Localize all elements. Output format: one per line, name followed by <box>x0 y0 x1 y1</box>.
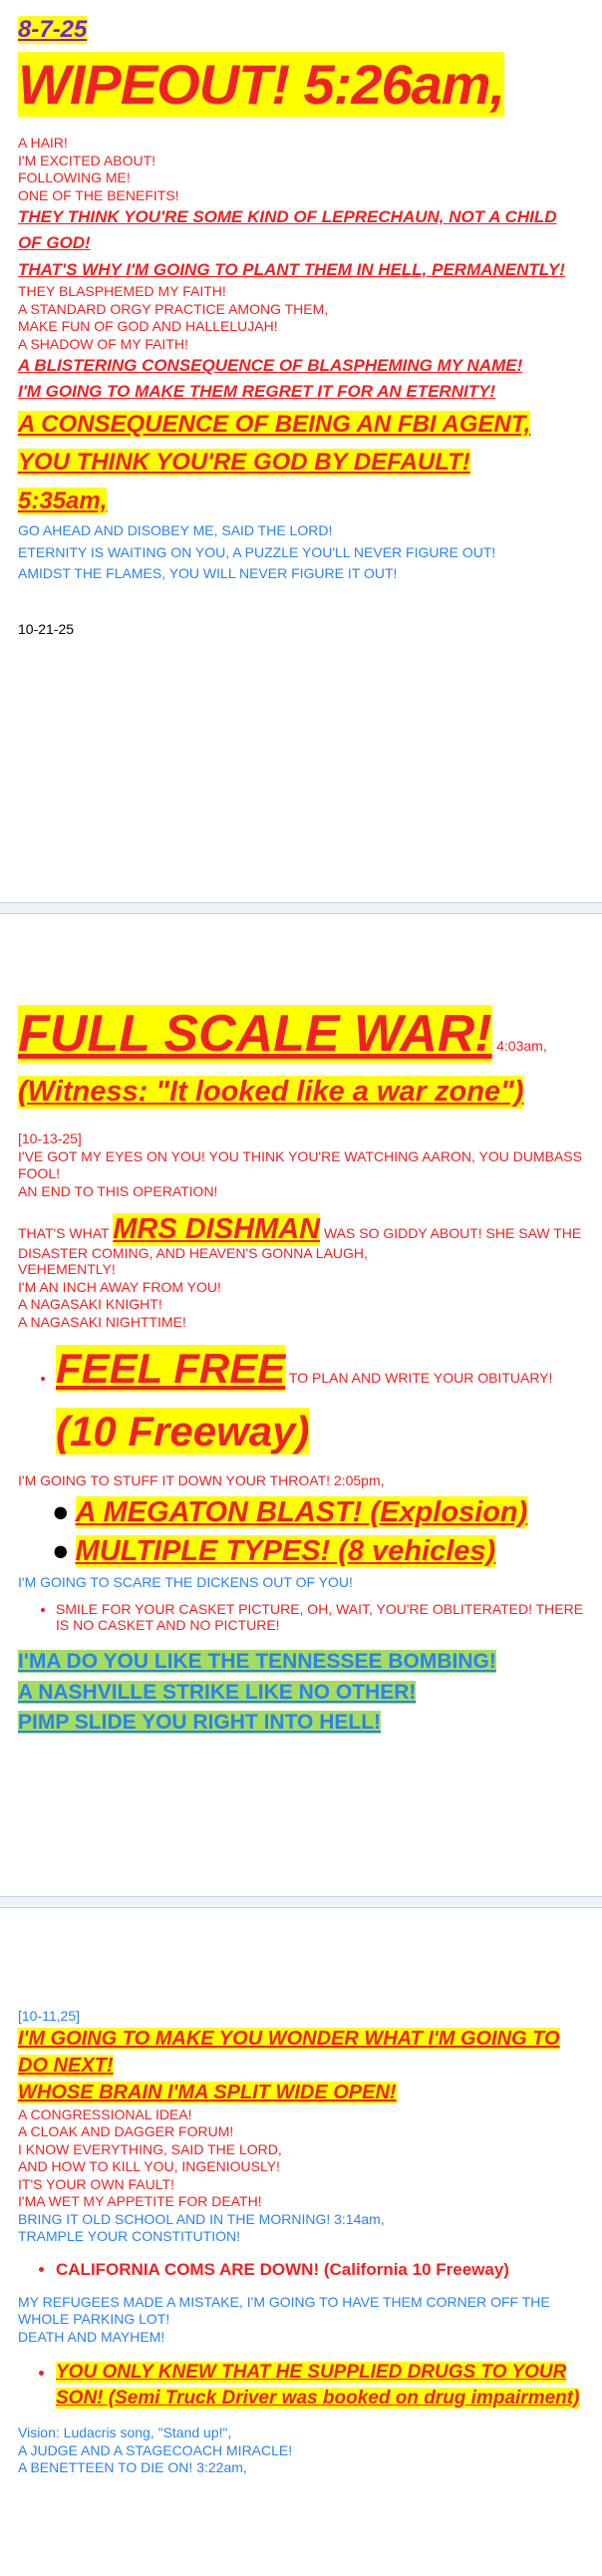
mrs-dishman-highlight: MRS DISHMAN <box>113 1213 321 1245</box>
date-heading: 8-7-25 <box>18 16 88 43</box>
text-line: A NAGASAKI NIGHTTIME! <box>18 1313 186 1330</box>
text-line: I'MA WET MY APPETITE FOR DEATH! <box>18 2193 262 2209</box>
text-line: I'M EXCITED ABOUT! <box>18 152 156 168</box>
list-item: • CALIFORNIA COMS ARE DOWN! (California 10 Freeway) <box>56 2260 584 2280</box>
text-line: A STANDARD ORGY PRACTICE AMONG THEM, <box>18 300 329 317</box>
green-highlight-line: PIMP SLIDE YOU RIGHT INTO HELL! <box>18 1711 382 1735</box>
page-separator <box>0 1896 602 1908</box>
highlighted-line: A CONSEQUENCE OF BEING AN FBI AGENT, <box>18 410 531 438</box>
text-line: I'M AN INCH AWAY FROM YOU! <box>18 1278 221 1295</box>
list-item <box>56 2360 584 2411</box>
text-line: VEHEMENTLY! <box>18 1261 116 1278</box>
emphasis-line: I'M GOING TO MAKE THEM REGRET IT FOR AN ETERNITY! <box>18 382 496 402</box>
blue-line: A BENETTEEN TO DIE ON! 3:22am, <box>18 2459 247 2476</box>
document-page-3 <box>0 1908 602 2576</box>
text-line: THEY BLASPHEMED MY FAITH! <box>18 283 226 300</box>
list-item: • SMILE FOR YOUR CASKET PICTURE, OH, WAIT, YOU'RE OBLITERATED! THERE IS NO CASKET AND NO PICTURE! <box>56 1601 584 1633</box>
document-page-2 <box>0 914 602 1896</box>
list-item <box>56 1337 584 1462</box>
text-line: A HAIR! <box>18 135 68 151</box>
text-line: MAKE FUN OF GOD AND HALLELUJAH! <box>18 318 278 335</box>
text-fragment: WAS SO GIDDY ABOUT! SHE SAW THE DISASTER COMING, AND HEAVEN'S GONNA LAUGH, <box>18 1225 582 1261</box>
blue-line: TRAMPLE YOUR CONSTITUTION! <box>18 2228 240 2244</box>
bullet-list <box>18 1496 584 1568</box>
blue-line: Vision: Ludacris song, "Stand up!", <box>18 2424 232 2441</box>
list-item: ● MULTIPLE TYPES! (8 vehicles) <box>52 1534 496 1567</box>
emphasis-line: THAT'S WHY I'M GOING TO PLANT THEM IN HELL, PERMANENTLY! <box>18 259 565 279</box>
green-highlight-line: I'MA DO YOU LIKE THE TENNESSEE BOMBING! <box>18 1650 496 1674</box>
bullet-list <box>18 2260 584 2280</box>
blue-line: MY REFUGEES MADE A MISTAKE, I'M GOING TO HAVE THEM CORNER OFF THE WHOLE PARKING LOT! <box>18 2293 550 2327</box>
text-fragment: THAT'S WHAT <box>18 1225 110 1241</box>
date-text: 10-21-25 <box>18 620 75 637</box>
witness-quote: (Witness: "It looked like a war zone") <box>18 1076 524 1108</box>
text-line: AND HOW TO KILL YOU, INGENIOUSLY! <box>18 2158 280 2174</box>
text-line: I KNOW EVERYTHING, SAID THE LORD, <box>18 2140 282 2157</box>
blue-line: GO AHEAD AND DISOBEY ME, SAID THE LORD! <box>18 521 333 538</box>
green-highlight-line: A NASHVILLE STRIKE LIKE NO OTHER! <box>18 1680 417 1704</box>
blue-line: A JUDGE AND A STAGECOACH MIRACLE! <box>18 2441 293 2458</box>
text-line: A NAGASAKI KNIGHT! <box>18 1296 162 1313</box>
text-line: AN END TO THIS OPERATION! <box>18 1182 218 1199</box>
document-page-1 <box>0 0 602 902</box>
blue-line: BRING IT OLD SCHOOL AND IN THE MORNING! 3:14am, <box>18 2210 385 2227</box>
text-fragment: TO PLAN AND WRITE YOUR OBITUARY! <box>288 1370 553 1387</box>
page-separator <box>0 902 602 914</box>
headline-full-scale-war: FULL SCALE WAR! <box>18 1005 492 1063</box>
megaton-line: MULTIPLE TYPES! (8 vehicles) <box>75 1534 496 1567</box>
freeway-highlight: (10 Freeway) <box>56 1408 310 1455</box>
text-line: A CLOAK AND DAGGER FORUM! <box>18 2123 234 2139</box>
emphasis-line: THEY THINK YOU'RE SOME KIND OF LEPRECHAUN, NOT A CHILD OF GOD! <box>18 207 557 253</box>
highlighted-time: 5:35am, <box>18 486 108 514</box>
list-item: ● A MEGATON BLAST! (Explosion) <box>52 1495 528 1528</box>
blue-line: ETERNITY IS WAITING ON YOU, A PUZZLE YOU'LL NEVER FIGURE OUT! <box>18 543 496 560</box>
text-line: I'M GOING TO STUFF IT DOWN YOUR THROAT! 2:05pm, <box>18 1472 385 1489</box>
emphasis-line: A BLISTERING CONSEQUENCE OF BLASPHEMING MY NAME! <box>18 356 523 376</box>
megaton-line: A MEGATON BLAST! (Explosion) <box>75 1495 528 1528</box>
text-line: ONE OF THE BENEFITS! <box>18 186 179 203</box>
text-line: A CONGRESSIONAL IDEA! <box>18 2105 192 2122</box>
text-line: I'VE GOT MY EYES ON YOU! YOU THINK YOU'RE WATCHING AARON, YOU DUMBASS FOOL! <box>18 1147 582 1181</box>
text-line: IT'S YOUR OWN FAULT! <box>18 2175 174 2192</box>
blue-line: DEATH AND MAYHEM! <box>18 2328 165 2345</box>
text-line: FOLLOWING ME! <box>18 169 131 185</box>
feel-free-highlight: FEEL FREE <box>56 1345 286 1393</box>
drugs-highlight: YOU ONLY KNEW THAT HE SUPPLIED DRUGS TO YOUR SON! (Semi Truck Driver was booked on drug impairment) <box>56 2362 580 2409</box>
highlighted-line: WHOSE BRAIN I'MA SPLIT WIDE OPEN! <box>18 2081 397 2103</box>
highlighted-line: YOU THINK YOU'RE GOD BY DEFAULT! <box>18 449 470 477</box>
war-time: 4:03am, <box>496 1038 547 1054</box>
text-line: A SHADOW OF MY FAITH! <box>18 335 188 352</box>
blue-line: AMIDST THE FLAMES, YOU WILL NEVER FIGURE IT OUT! <box>18 565 398 582</box>
bullet-list <box>18 2360 584 2411</box>
date-text: [10-11,25] <box>18 2008 81 2024</box>
blue-line: I'M GOING TO SCARE THE DICKENS OUT OF YOU! <box>18 1573 353 1590</box>
bullet-list <box>18 1601 584 1633</box>
bullet-list <box>18 1337 584 1462</box>
date-text: [10-13-25] <box>18 1130 82 1146</box>
headline-wipeout: WIPEOUT! 5:26am, <box>18 53 505 116</box>
highlighted-line: I'M GOING TO MAKE YOU WONDER WHAT I'M GOING TO DO NEXT! <box>18 2027 560 2077</box>
